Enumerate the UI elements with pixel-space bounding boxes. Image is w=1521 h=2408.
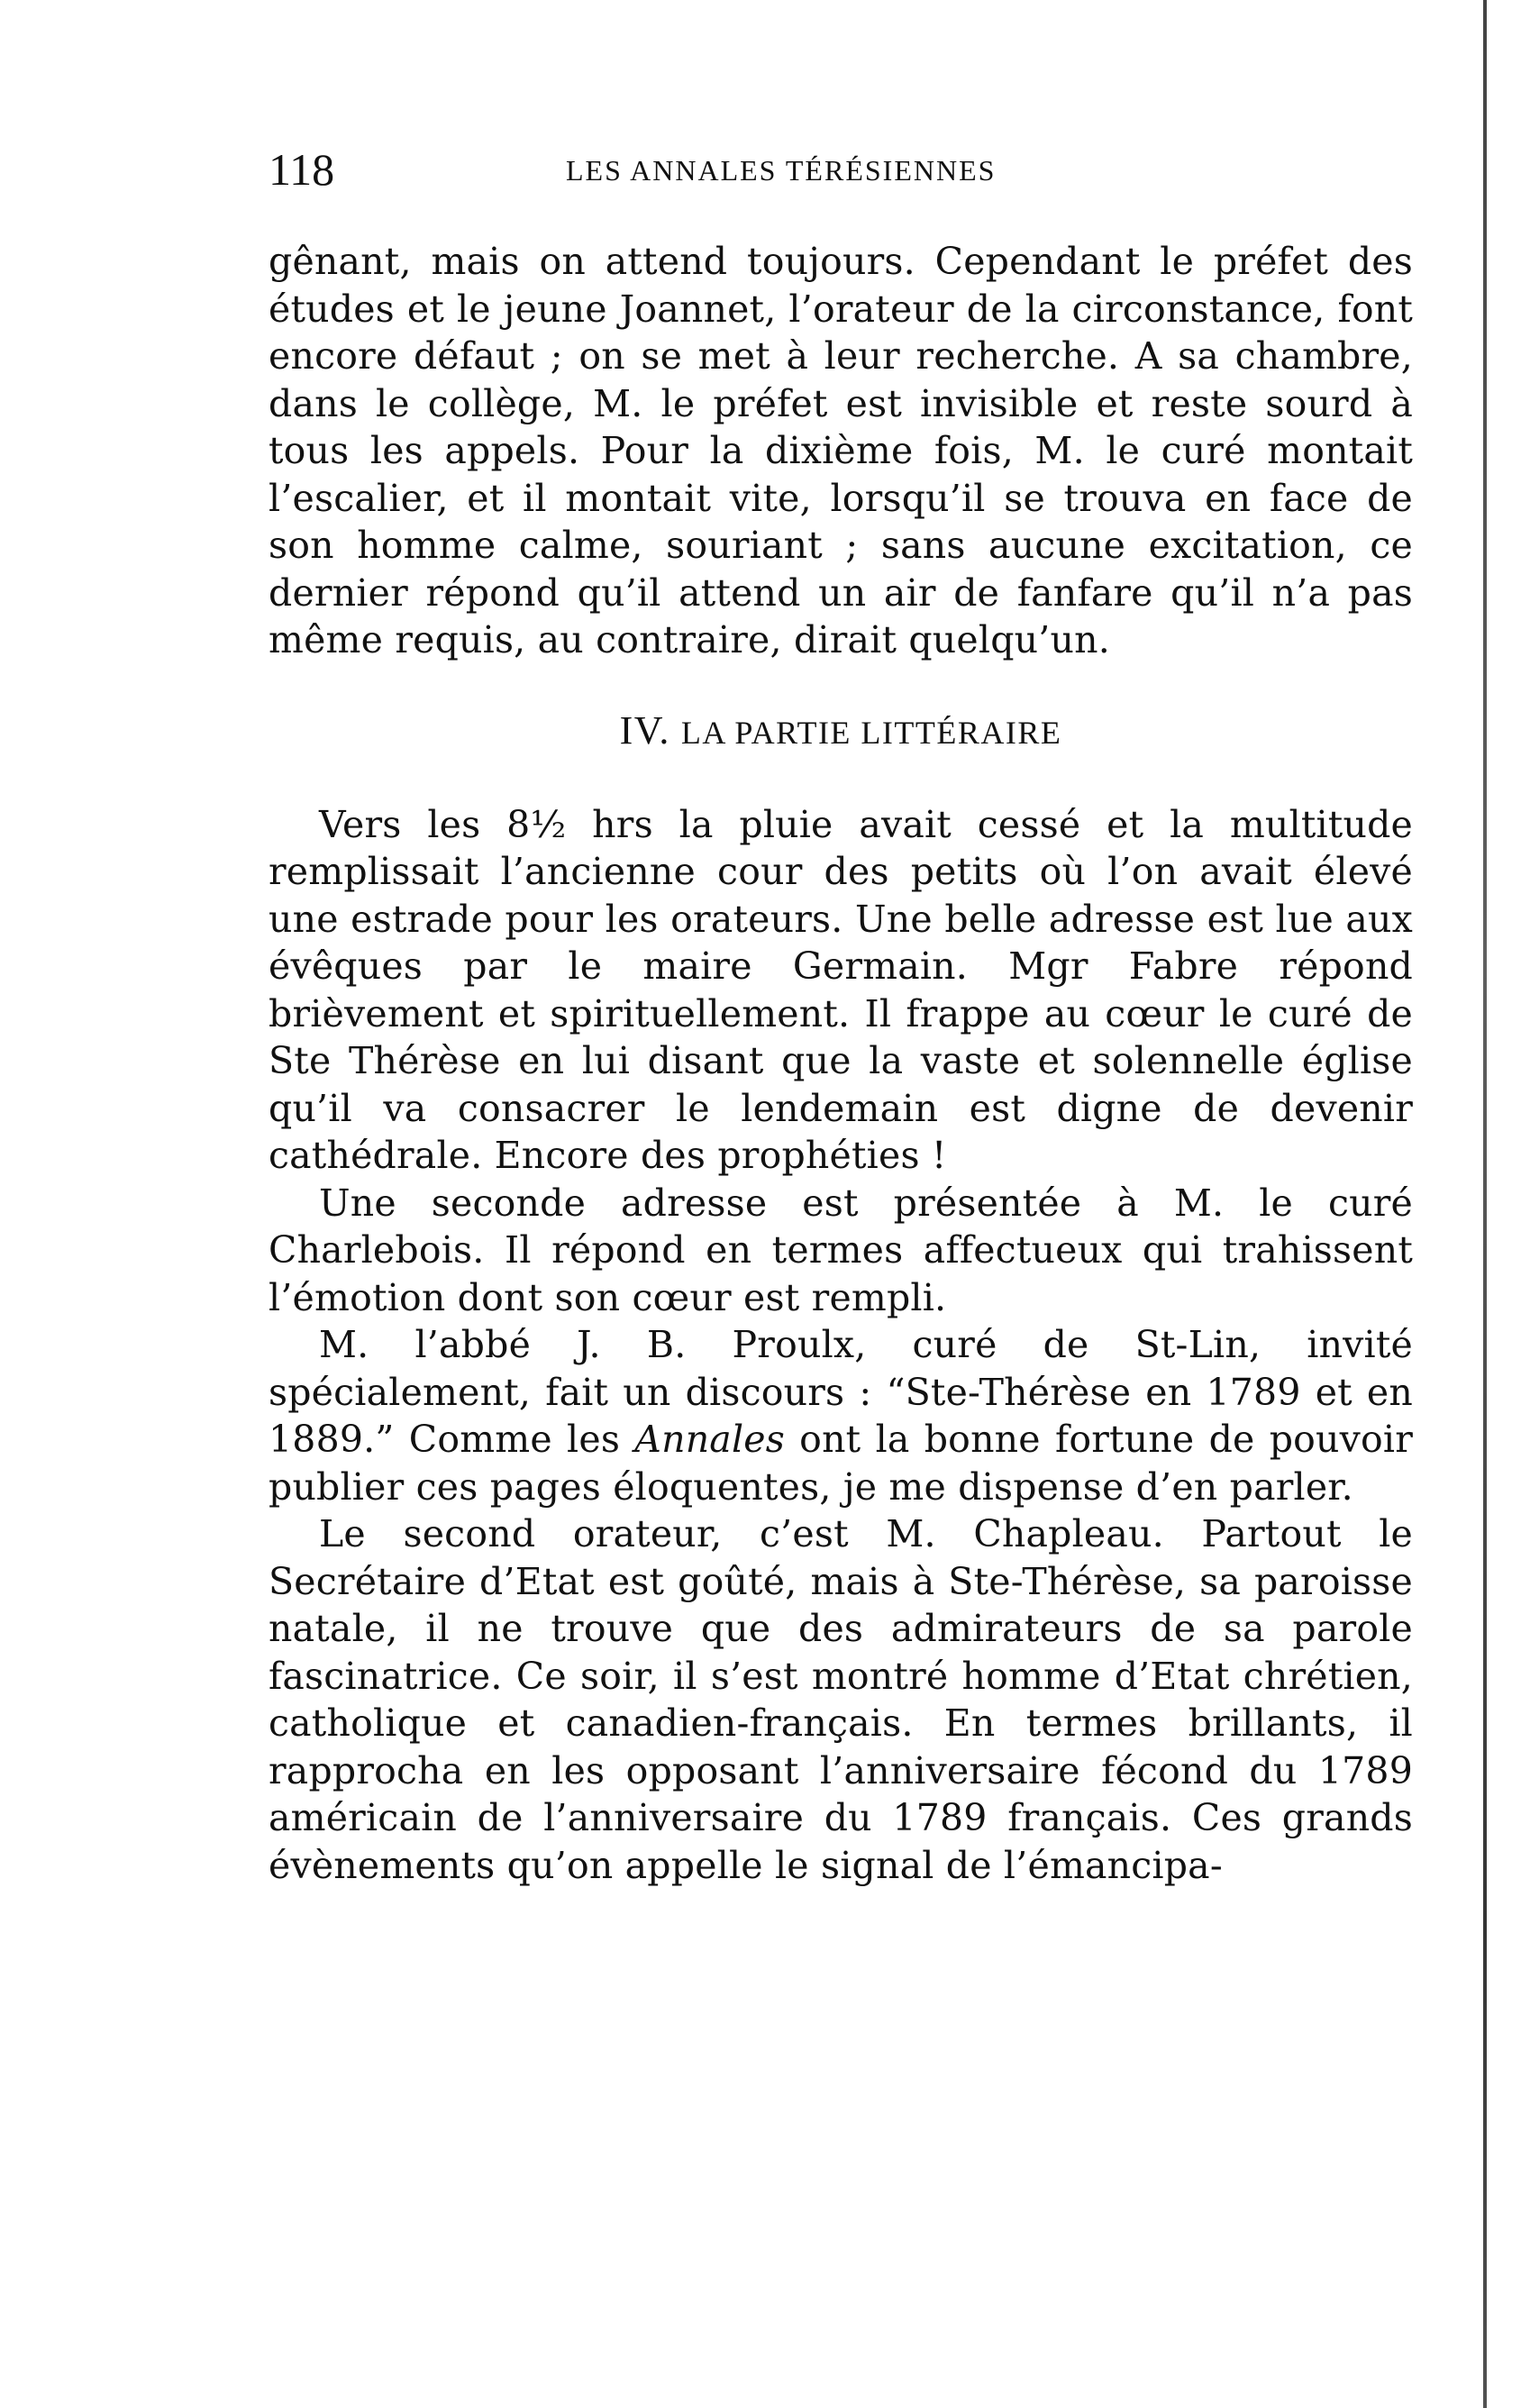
paragraph-5: Le second orateur, c’est M. Chapleau. Partout le Secrétaire d’Etat est goûté, mais à Ste-Thérèse, sa paroisse natale, il ne trouve que des admirateurs de sa parole fascinatrice. Ce soir, il s’est montré homme d’Etat chrétien, catholique et canadien-français. En termes brillants, il rapprocha en les opposant l’anniversaire fécond du 1789 américain de l’anniversaire du 1789 français. Ces grands évènements qu’on appelle le signal de l’émancipa- (269, 1512, 1413, 1887)
section-heading (269, 707, 1413, 756)
section-number: IV. (619, 707, 670, 752)
paragraph-4-text-end: ont la bonne fortune de pouvoir publier ces pages éloquentes, je me dispense d’en parler. (269, 1418, 1414, 1509)
paragraph-4-text-start: M. l’abbé J. B. Proulx, curé de St-Lin, invité spécialement, fait un discours : “Ste-Thérèse en 1789 et en 1889.” Comme les (269, 1323, 1413, 1461)
page-header (269, 142, 1413, 196)
section-title: LA PARTIE LITTÉRAIRE (680, 714, 1062, 751)
body-text (269, 238, 1413, 1889)
paragraph-4 (269, 1321, 1413, 1510)
page-edge-shadow (1483, 0, 1487, 2408)
paragraph-2: Vers les 8½ hrs la pluie avait cessé et la multitude remplissait l’ancienne cour des petits où l’on avait élevé une estrade pour les orateurs. Une belle adresse est lue aux évêques par le maire Germain. Mgr Fabre répond brièvement et spirituellement. Il frappe au cœur le curé de Ste Thérèse en lui disant que la vaste et solennelle église qu’il va consacrer le lendemain est digne de devenir cathédrale. Encore des prophéties ! (269, 802, 1413, 1177)
paragraph-3: Une seconde adresse est présentée à M. le curé Charlebois. Il répond en termes affectueux qui trahissent l’émotion dont son cœur est rempli. (269, 1181, 1413, 1319)
running-title: LES ANNALES TÉRÉSIENNES (566, 154, 997, 187)
annales-italic: Annales (634, 1418, 785, 1461)
paragraph-1: gênant, mais on attend toujours. Cependant le préfet des études et le jeune Joannet, l’orateur de la circonstance, font encore défaut ; on se met à leur recherche. A sa chambre, dans le collège, M. le préfet est invisible et reste sourd à tous les appels. Pour la dixième fois, M. le curé montait l’escalier, et il montait vite, lorsqu’il se trouva en face de son homme calme, souriant ; sans aucune excitation, ce dernier répond qu’il attend un air de fanfare qu’il n’a pas même requis, au contraire, dirait quelqu’un. (269, 240, 1413, 661)
page-number: 118 (269, 144, 335, 195)
